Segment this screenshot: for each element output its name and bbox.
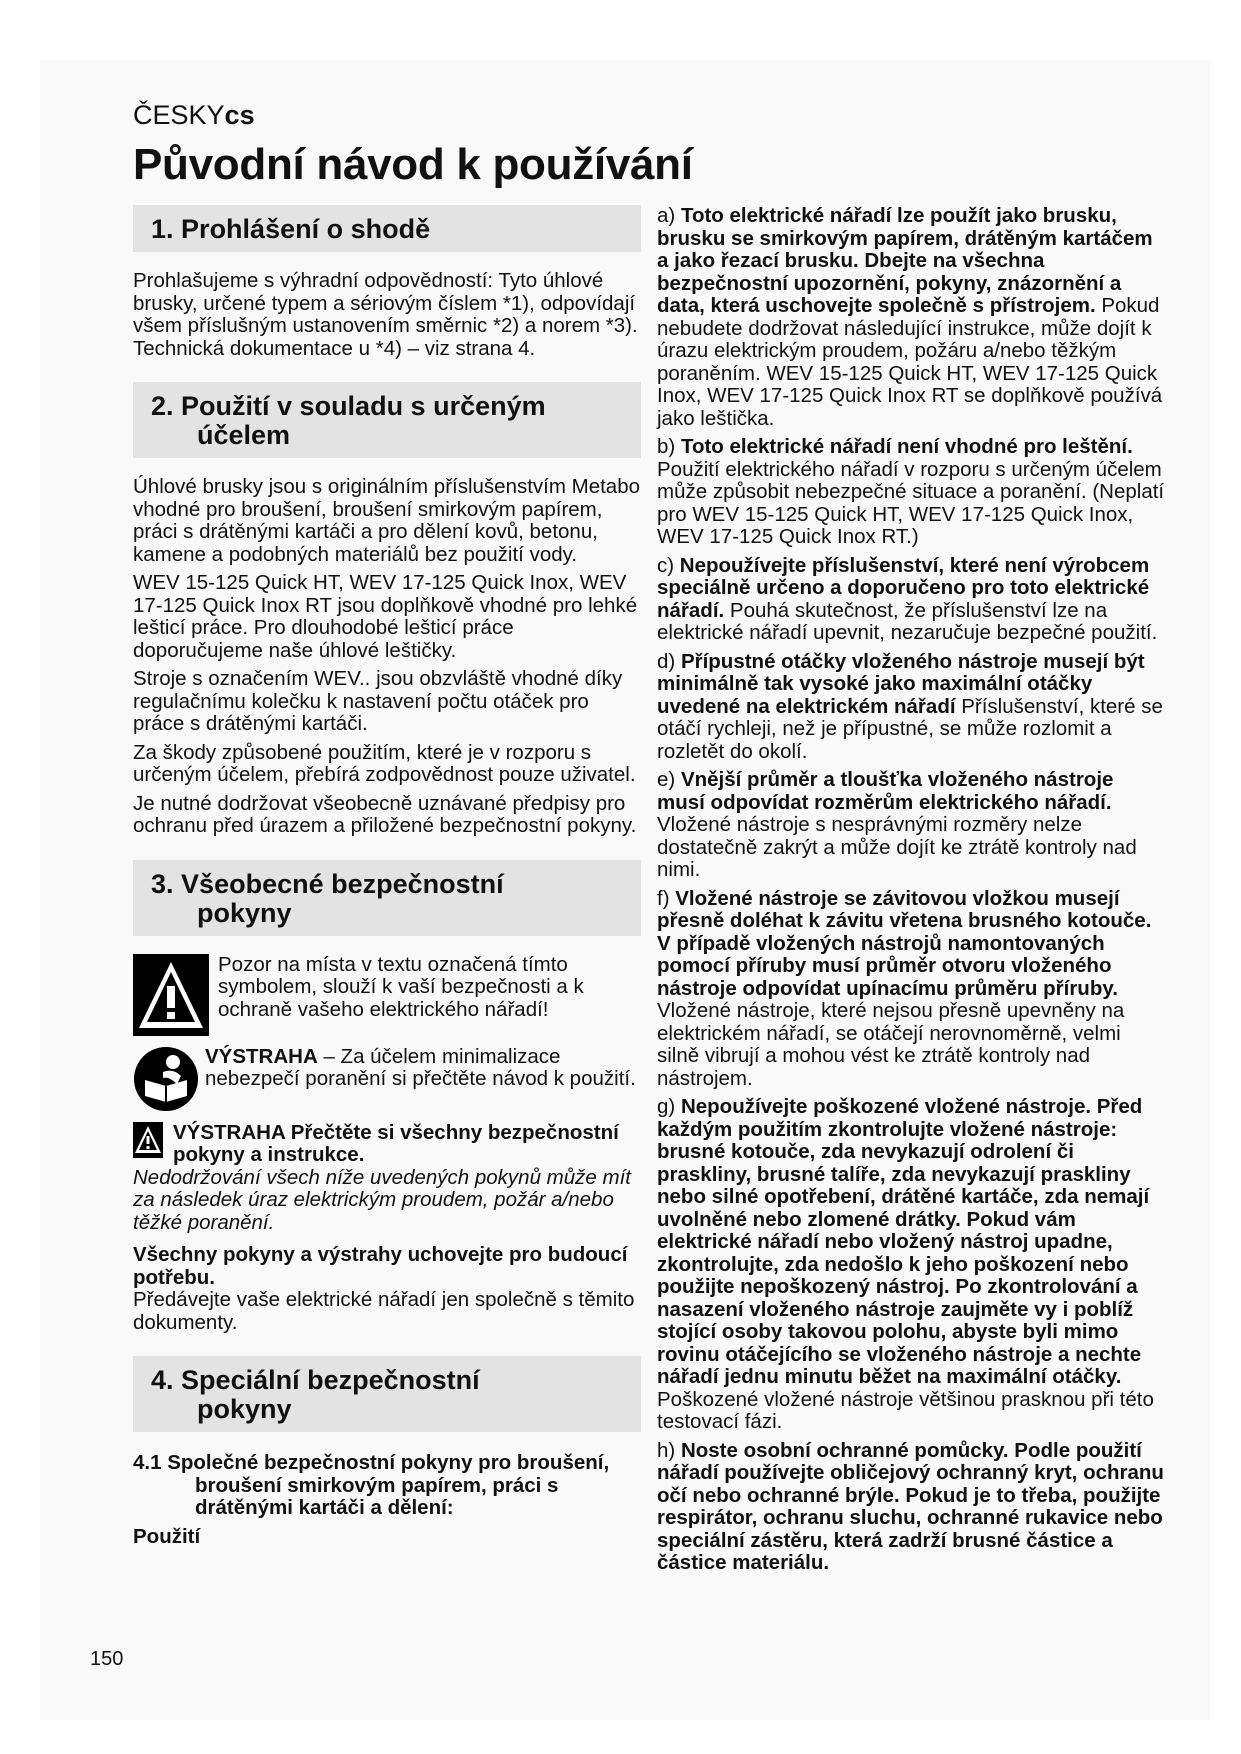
section-1-heading: 1. Prohlášení o shodě: [133, 205, 641, 252]
small-warning-triangle-icon: [133, 1122, 163, 1158]
instruction-e: e) Vnější průměr a tloušťka vloženého nástroje musí odpovídat rozměrům elektrického nářadí. Vložené nástroje s nesprávnými rozměry nelze dostatečně zakrýt a může dojít ke ztrátě kontroly nad nimi.: [657, 768, 1137, 881]
warning-triangle-icon: [133, 954, 209, 1036]
intended-use-text-5: Je nutné dodržovat všeobecně uznávané předpisy pro ochranu před úrazem a přiložené bezpečnostní pokyny.: [133, 791, 637, 837]
intended-use-text-2: WEV 15-125 Quick HT, WEV 17-125 Quick Inox, WEV 17-125 Quick Inox RT jsou doplňkově vhodné pro lehké lešticí práce. Pro dlouhodobé lešticí práce doporučujeme naše úhlové leštičky.: [133, 571, 638, 662]
left-column: [133, 205, 641, 1554]
subsection-4-1-heading: 4.1 Společné bezpečnostní pokyny pro broušení, broušení smirkovým papírem, práci s drátěnými kartáči a dělení:: [133, 1451, 610, 1519]
read-all-instructions: VÝSTRAHA Přečtěte si všechny bezpečnostní pokyny a instrukce.: [173, 1120, 619, 1166]
section-3-heading: 3. Všeobecné bezpečnostní pokyny: [133, 860, 641, 936]
instruction-g: g) Nepoužívejte poškozené vložené nástroje. Před každým použitím zkontrolujte vložené nástroje: brusné kotouče, zda nevykazují odrolení či praskliny, brusné talíře, zda nevykazují praskliny nebo silné opotřebení, drátěné kartáče, zda nemají uvolněné nebo zlomené drátky. Pokud vám elektrické nářadí nebo vložený nástroj upadne, zkontrolujte, zda nedošlo k jeho poškození nebo použijte nepoškozený nástroj. Po zkontrolování a nasazení vloženého nástroje zaujměte vy i poblíž stojící osoby takovou polohu, abyste byli mimo rovinu otáčejícího se vloženého nástroje a nechte nářadí jednu minutu běžet na maximální otáčky. Poškozené vložené nástroje většinou prasknou při této testovací fázi.: [657, 1095, 1154, 1433]
read-manual-warning: VÝSTRAHA – Za účelem minimalizace nebezpečí poranění si přečtěte návod k použití.: [205, 1044, 636, 1090]
instruction-h: h) Noste osobní ochranné pomůcky. Podle použití nářadí používejte obličejový ochranný kryt, ochranu očí nebo ochranné brýle. Pokud je to třeba, použijte respirátor, ochranu sluchu, ochranné rukavice nebo speciální zástěru, která zadrží brusné částice a částice materiálu.: [657, 1438, 1164, 1574]
keep-instructions: Všechny pokyny a výstrahy uchovejte pro budoucí potřebu.: [133, 1243, 628, 1289]
read-manual-row: [133, 1046, 641, 1112]
declaration-text: Prohlašujeme s výhradní odpovědností: Tyto úhlové brusky, určené typem a sériovým číslem *1), odpovídají všem příslušným ustanovením směrnic *2) a norem *3). Technická dokumentace u *4) – viz strana 4.: [133, 269, 638, 360]
instruction-c: c) Nepoužívejte příslušenství, které není výrobcem speciálně určeno a doporučeno pro toto elektrické nářadí. Pouhá skutečnost, že příslušenství lze na elektrické nářadí upevnit, nezaručuje bezpečné použití.: [657, 553, 1158, 644]
non-compliance-warning: Nedodržování všech níže uvedených pokynů může mít za následek úraz elektrickým proudem, požár a/nebo těžké poranění.: [133, 1165, 631, 1234]
section-4-heading: 4. Speciální bezpečnostní pokyny: [133, 1356, 641, 1432]
language-label: ČESKYcs: [133, 100, 255, 130]
intended-use-text-1: Úhlové brusky jsou s originálním příslušenstvím Metabo vhodné pro broušení, broušení smirkovým papírem, práci s drátěnými kartáči a pro dělení kovů, betonu, kamene a podobných materiálů bez použití vody.: [133, 475, 641, 566]
instruction-d: d) Přípustné otáčky vloženého nástroje musejí být minimálně tak vysoké jako maximální otáčky uvedené na elektrickém nářadí Příslušenství, které se otáčí rychleji, než je přípustné, se může rozlomit a rozletět do okolí.: [657, 649, 1163, 763]
usage-label: Použití: [133, 1524, 201, 1548]
instruction-a: a) Toto elektrické nářadí lze použít jako brusku, brusku se smirkovým papírem, drátěným kartáčem a jako řezací brusku. Dbejte na všechna bezpečnostní upozornění, pokyny, znázornění a data, která uschovejte společně s přístrojem. Pokud nebudete dodržovat následující instrukce, může dojít k úrazu elektrickým proudem, požáru a/nebo těžkým poraněním. WEV 15-125 Quick HT, WEV 17-125 Quick Inox, WEV 17-125 Quick Inox RT se doplňkově používá jako leštička.: [657, 204, 1163, 430]
symbol-explanation: Pozor na místa v textu označená tímto symbolem, slouží k vaší bezpečnosti a k ochraně vašeho elektrického nářadí!: [218, 952, 584, 1021]
right-column: [657, 205, 1165, 1581]
intended-use-text-4: Za škody způsobené použitím, které je v rozporu s určeným účelem, přebírá zodpovědnost pouze uživatel.: [133, 740, 636, 786]
read-manual-icon: [133, 1046, 199, 1112]
general-warning-row: [133, 1122, 641, 1167]
instruction-f: f) Vložené nástroje se závitovou vložkou musejí přesně doléhat k závitu vřetena brusného kotouče. V případě vložených nástrojů namontovaných pomocí příruby musí průměr otvoru vloženého nástroje odpovídat upínacímu průměru příruby. Vložené nástroje, které nejsou přesně upevněny na elektrickém nářadí, se otáčejí nerovnoměrně, velmi silně vibrují a mohou vést ke ztrátě kontroly nad nástrojem.: [657, 886, 1152, 1090]
warning-symbol-row: [133, 954, 641, 1036]
section-2-heading: 2. Použití v souladu s určeným účelem: [133, 382, 641, 458]
instruction-b: b) Toto elektrické nářadí není vhodné pro leštění. Použití elektrického nářadí v rozporu s určeným účelem může způsobit nebezpečné situace a poranění. (Neplatí pro WEV 15-125 Quick HT, WEV 17-125 Quick Inox, WEV 17-125 Quick Inox RT.): [657, 435, 1165, 548]
page-title: Původní návod k používání: [133, 140, 693, 189]
hand-over-instructions: Předávejte vaše elektrické nářadí jen společně s těmito dokumenty.: [133, 1288, 635, 1334]
intended-use-text-3: Stroje s označením WEV.. jsou obzvláště vhodné díky regulačnímu kolečku k nastavení počtu otáček pro práce s drátěnými kartáči.: [133, 667, 623, 735]
page-number: 150: [90, 1648, 124, 1670]
